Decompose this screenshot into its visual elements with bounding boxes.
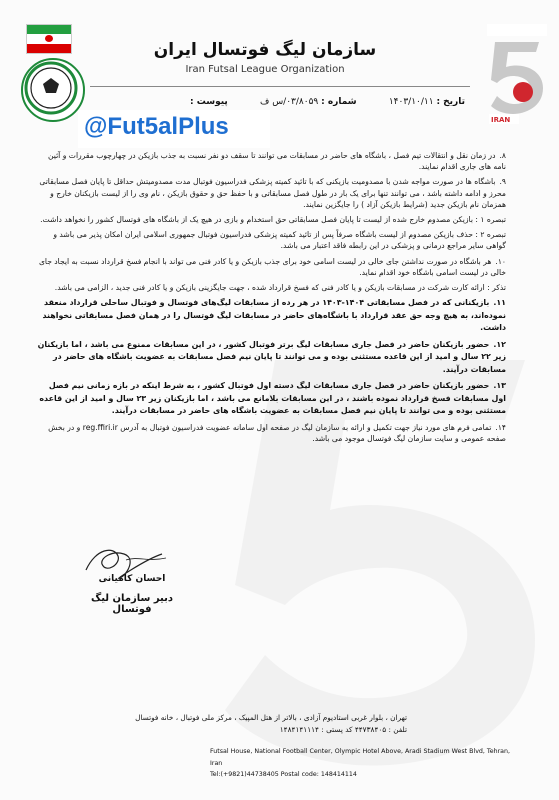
attachment-field xyxy=(190,97,228,107)
date-value: ۱۴۰۳/۱۰/۱۱ xyxy=(388,97,434,107)
paragraph-text: در زمان نقل و انتقالات تیم فصل ، باشگاه های حاضر در مسابقات می توانند تا سقف دو نفر نسبت به جذب بازیکن در چهارچوب مقررات و آئین نامه های جاری اقدام نمایند. xyxy=(48,151,506,172)
date-label: تاریخ : xyxy=(436,97,465,107)
social-handle: @Fut5alPlus xyxy=(84,113,229,140)
number-value: ۰۳/۸۰۵۹/س ف xyxy=(260,97,319,107)
footer-en xyxy=(210,746,510,781)
organization-title-en: Iran Futsal League Organization xyxy=(185,64,345,75)
signer-role: دبیر سازمان لیگ فوتسال xyxy=(90,593,174,615)
football-emblem-icon xyxy=(21,58,85,122)
paragraph-text: تبصره ۱ : بازیکن مصدوم خارج شده از لیست تا پایان فصل مسابقاتی حق استخدام و بازی در هیچ یک از باشگاه های فوتسال کشور را نخواهد داشت. xyxy=(40,215,506,225)
svg-text:IRAN: IRAN xyxy=(491,116,511,124)
body-paragraph xyxy=(36,176,506,210)
paragraph-number: ۱۴. xyxy=(495,422,506,432)
body-paragraph xyxy=(36,282,506,293)
paragraph-text: تذکر : ارائه کارت شرکت در مسابقات بازیکن و یا کادر فنی که فسخ قرارداد شده ، جهت جایگزینی بازیکن و یا کادر فنی جدید ، الزامی می باشد. xyxy=(54,283,506,293)
paragraph-text: حضور بازیکنان حاضر در فصل جاری مسابقات لیگ دسته اول فوتبال کشور ، به شرط اینکه در بازه زمانی نیم فصل اول مسابقات فسخ قرارداد نموده باشند ، در این مسابقات بلامانع می باشد ، اما بازیکنان زیر ۲۳ سال و امید از این قاعده مستثنی بوده و می توانند تا پایان نیم فصل مسابقات به عضویت باشگاه های حاضر در مسابقات درآیند. xyxy=(39,381,506,416)
body-paragraph xyxy=(36,297,506,335)
futsal-league-logo-icon xyxy=(483,22,551,132)
footer-fa xyxy=(47,712,407,735)
paragraph-text: حضور بازیکنان حاضر در فصل جاری مسابقات لیگ برتر فوتبال کشور ، در این مسابقات ممنوع می باشد ، اما بازیکنان زیر ۲۲ سال و امید از این قاعده مستثنی بوده و می توانند تا پایان نیم فصل مسابقات به عضویت باشگاه های حاضر در مسابقات درآیند. xyxy=(37,339,506,374)
header-divider xyxy=(90,86,470,87)
footer-phone-en: Tel:(+9821)44738405 Postal code: 148414114 xyxy=(210,771,357,778)
body-paragraph xyxy=(36,256,506,278)
letter-body xyxy=(36,150,506,448)
paragraph-text: باشگاه ها در صورت مواجه شدن با مصدومیت بازیکنی که با تائید کمیته پزشکی فدراسیون فوتبال مدت مصدومیتش حداقل تا پایان فصل مسابقاتی محرز و ادامه داشته باشد ، می توانند تنها برای یک بار در طول فصل مسابقاتی و با حفظ حق و حقوق بازیکن ، نام وی را از لیست بازیکنان خارج و همزمان نام بازیکن جدید (شرایط بازیکن آزاد ) را جایگزین نمایند. xyxy=(39,177,506,209)
body-paragraph xyxy=(36,214,506,225)
paragraph-number: ۹. xyxy=(499,177,506,187)
paragraph-text: بازیکنانی که در فصل مسابقاتی ۱۴۰۴-۱۴۰۳ در هر رده از مسابقات لیگ‌های فوتسال و فوتبال ساحلی قرارداد منعقد نموده‌اند، به هیچ وجه حق عقد قرارداد با باشگاه‌های حاضر در مسابقات لیگ فوتسال را در همان فصل مسابقاتی نخواهند داشت. xyxy=(42,298,506,333)
number-label: شماره : xyxy=(321,97,357,107)
footer-address-en: Futsal House, National Football Center, Olympic Hotel Above, Aradi Stadium West Blvd, Tehran, Iran xyxy=(210,748,511,767)
paragraph-number: ۸. xyxy=(499,151,506,160)
number-field xyxy=(260,97,357,107)
paragraph-number: ۱۲. xyxy=(493,339,506,349)
body-paragraph xyxy=(36,422,506,444)
paragraph-text: تمامی فرم های مورد نیاز جهت تکمیل و ارائه به سازمان لیگ در صفحه اول سامانه عضویت فدراسیون فوتبال به آدرس reg.ffiri.ir و در بخش صفحه عمومی و سایت سازمان لیگ فوتسال موجود می باشد. xyxy=(48,422,506,443)
organization-title-fa: سازمان لیگ فوتسال ایران xyxy=(153,40,377,60)
body-paragraph xyxy=(36,150,506,172)
paragraph-number: ۱۱. xyxy=(493,298,506,308)
body-paragraph xyxy=(36,229,506,251)
body-paragraph xyxy=(36,380,506,418)
paragraph-text: تبصره ۲ : حذف بازیکن مصدوم از لیست باشگاه صرفاً پس از تائید کمیته پزشکی فدراسیون فوتبال جمهوری اسلامی ایران امکان پذیر می باشد و گواهی سایر مراجع درمانی و پزشکی در این رابطه فاقد اعتبار می باشد. xyxy=(53,230,506,251)
footer-phone-fa: تلفن : ۴۴۷۳۸۴۰۵ کد پستی : ۱۴۸۴۱۴۱۱۱۴ xyxy=(279,724,407,734)
letter-meta xyxy=(190,97,465,107)
attachment-label: پیوست : xyxy=(190,97,228,107)
date-field xyxy=(389,97,465,107)
iran-flag-icon xyxy=(26,24,72,54)
signer-name: احسان کامیانی xyxy=(98,574,166,584)
footer-address-fa: تهران ، بلوار غربی استادیوم آزادی ، بالاتر از هتل المپیک ، مرکز ملی فوتبال ، خانه فوتسال xyxy=(135,713,407,722)
paragraph-number: ۱۳. xyxy=(493,381,506,391)
federation-logo xyxy=(6,18,96,123)
paragraph-number: ۱۰. xyxy=(495,256,506,266)
body-paragraph xyxy=(36,339,506,377)
paragraph-text: هر باشگاه در صورت نداشتن جای خالی در لیست اسامی خود برای جذب بازیکن و یا کادر فنی می تواند با انجام فسخ قرارداد نسبت به ایجاد جای خالی در لیست اسامی باشگاه خود اقدام نماید. xyxy=(38,256,506,277)
